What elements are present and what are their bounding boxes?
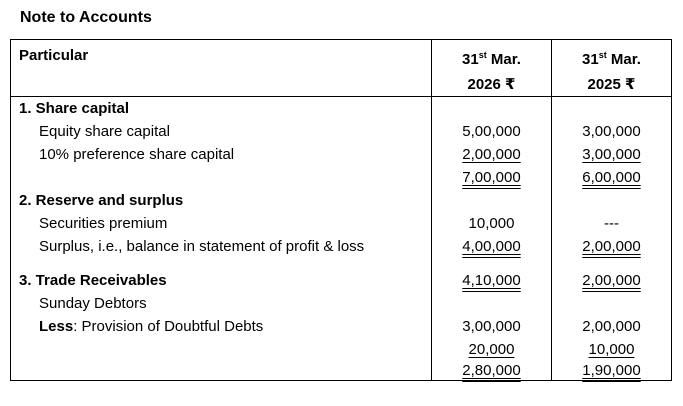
table-row	[11, 143, 672, 166]
table-header-row	[11, 40, 672, 97]
less-word: Less	[39, 318, 74, 335]
value-2025: 3,00,000	[552, 120, 672, 143]
header-2025-sup: st	[598, 50, 607, 60]
table-row	[11, 235, 672, 258]
notes-table	[10, 39, 672, 381]
table-row	[11, 166, 672, 189]
table-row	[11, 269, 672, 292]
header-2025-year: 2025 ₹	[587, 76, 636, 93]
value-2026: 2,00,000	[462, 146, 521, 163]
section-heading-share-capital: 1. Share capital	[11, 97, 432, 121]
less-label: : Provision of Doubtful Debts	[73, 318, 264, 335]
value-2026: 10,000	[432, 212, 552, 235]
provision-2026: 20,000	[468, 341, 515, 358]
value-2025: 2,00,000	[582, 238, 641, 255]
table-row	[11, 189, 672, 212]
receivables-total-2025: 2,00,000	[582, 272, 641, 289]
table-row	[11, 361, 672, 381]
total-2025: 6,00,000	[582, 169, 641, 186]
header-2026-sup: st	[478, 50, 487, 60]
page-title: Note to Accounts	[20, 9, 152, 26]
value-2026: 5,00,000	[432, 120, 552, 143]
header-2025-month: Mar.	[606, 51, 641, 68]
receivables-total-2026: 4,10,000	[462, 272, 521, 289]
table-row	[11, 120, 672, 143]
header-2026	[432, 40, 552, 97]
value-2025: 3,00,000	[582, 146, 641, 163]
value-2025: 2,00,000	[552, 315, 672, 338]
table-row	[11, 292, 672, 315]
net-2026: 2,80,000	[462, 362, 521, 379]
header-2026-year: 2026 ₹	[467, 76, 516, 93]
header-2026-month: Mar.	[486, 51, 521, 68]
header-particular: Particular	[11, 40, 432, 97]
header-2026-day: 31	[462, 51, 479, 68]
table-row	[11, 97, 672, 121]
table-row	[11, 315, 672, 338]
row-label: Securities premium	[11, 212, 432, 235]
value-2025: ---	[552, 212, 672, 235]
table-row	[11, 212, 672, 235]
total-2026: 7,00,000	[462, 169, 521, 186]
net-2025: 1,90,000	[582, 362, 641, 379]
value-2026: 4,00,000	[462, 238, 521, 255]
header-2025	[552, 40, 672, 97]
row-label: 10% preference share capital	[11, 143, 432, 166]
row-label: Sunday Debtors	[11, 292, 432, 315]
section-heading-reserves: 2. Reserve and surplus	[11, 189, 432, 212]
table-row	[11, 338, 672, 361]
provision-2025: 10,000	[588, 341, 635, 358]
section-heading-receivables: 3. Trade Receivables	[11, 269, 432, 292]
spacer-row	[11, 258, 672, 269]
header-2025-day: 31	[582, 51, 599, 68]
value-2026: 3,00,000	[432, 315, 552, 338]
row-label	[11, 315, 432, 338]
row-label: Surplus, i.e., balance in statement of profit & loss	[11, 235, 432, 258]
row-label: Equity share capital	[11, 120, 432, 143]
